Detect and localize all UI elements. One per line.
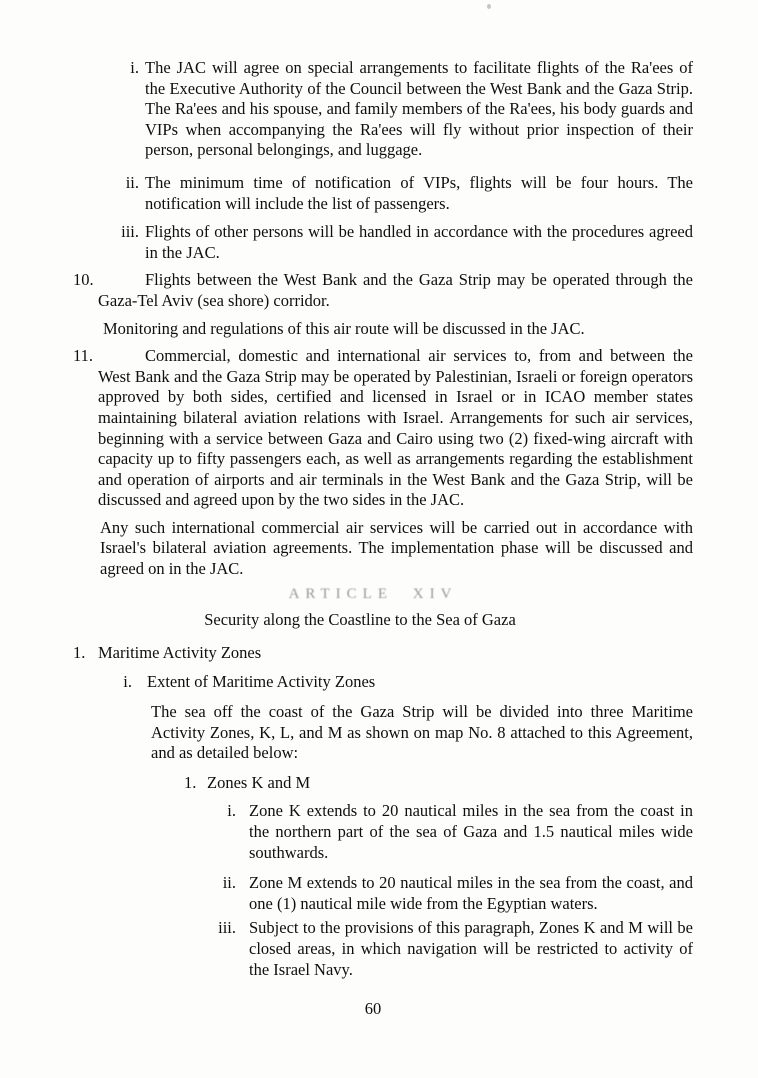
maritime-intro-paragraph: The sea off the coast of the Gaza Strip will be divided into three Maritime Activity Zones, K, L, and M as shown on map No. 8 attached to this Agreement, and as detailed below: [151, 702, 693, 763]
list-item-vip-flights [130, 58, 693, 161]
item-marker: ii. [125, 172, 139, 192]
clause-11-number: 11. [73, 346, 94, 366]
list-item-text: The minimum time of notification of VIPs, flights will be four hours. The notification will include the list of passengers. [145, 172, 693, 213]
heading-number: 1. [184, 772, 197, 792]
extent-heading [123, 672, 758, 693]
heading-text: Zones K and M [207, 772, 311, 792]
clause-10-number: 10. [73, 270, 94, 290]
zones-k-m-heading [184, 773, 758, 794]
zone-m-item [222, 873, 693, 914]
clause-10-text: Flights between the West Bank and the Gaza Strip may be operated through the Gaza-Tel Aviv (sea shore) corridor. [98, 270, 693, 310]
clause-11 [73, 346, 693, 511]
item-marker: i. [227, 801, 236, 821]
clause-10 [73, 270, 693, 311]
zone-item-text: Subject to the provisions of this paragraph, Zones K and M will be closed areas, in which navigation will be restricted to activity of the Israel Navy. [249, 918, 693, 979]
article-heading: ARTICLE XIV [288, 585, 458, 602]
section-title: Security along the Coastline to the Sea of Gaza [204, 610, 516, 630]
list-item-text: Flights of other persons will be handled in accordance with the procedures agreed in the JAC. [145, 222, 693, 262]
extent-heading-text: Extent of Maritime Activity Zones [147, 672, 376, 692]
item-marker: ii. [222, 873, 236, 893]
item-marker: iii. [121, 222, 139, 242]
international-services-paragraph: Any such international commercial air services will be carried out in accordance with Israel's bilateral aviation agreements. The implementation phase will be discussed and agreed on in the JAC. [100, 517, 693, 579]
maritime-zones-heading [73, 643, 758, 664]
list-item-text: The JAC will agree on special arrangements to facilitate flights of the Ra'ees of the Executive Authority of the Council between the West Bank and the Gaza Strip. The Ra'ees and his spouse, and family members of the Ra'ees, his body guards and VIPs when accompanying the Ra'ees will fly without prior inspection of their person, personal belongings, and luggage. [145, 58, 693, 160]
item-marker: i. [123, 672, 132, 692]
item-marker: iii. [218, 918, 236, 938]
heading-text: Maritime Activity Zones [98, 642, 262, 662]
zone-item-text: Zone M extends to 20 nautical miles in the sea from the coast, and one (1) nautical mile wide from the Egyptian waters. [249, 873, 693, 913]
zone-k-item [227, 801, 693, 863]
item-marker: i. [130, 58, 139, 77]
monitoring-paragraph: Monitoring and regulations of this air route will be discussed in the JAC. [103, 318, 585, 338]
clause-11-text: Commercial, domestic and international air services to, from and between the West Bank and the Gaza Strip may be operated by Palestinian, Israeli or foreign operators approved by both sides, certified and licensed in Israel or in ICAO member states maintaining bilateral aviation relations with Israel. Arrangements for such air services, beginning with a service between Gaza and Cairo using two (2) fixed-wing aircraft with capacity up to fifty passengers each, as well as arrangements regarding the establishment and operation of airports and air terminals in the West Bank and the Gaza Strip, will be discussed and agreed upon by the two sides in the JAC. [98, 346, 693, 510]
page-number: 60 [364, 999, 382, 1018]
zones-closed-item [218, 918, 693, 980]
zone-item-text: Zone K extends to 20 nautical miles in the sea from the coast in the northern part of the sea of Gaza and 1.5 nautical miles wide southwards. [249, 801, 693, 862]
list-item-notification-time [125, 172, 693, 214]
list-item-other-flights [121, 222, 693, 263]
heading-number: 1. [73, 642, 86, 662]
scan-speck-artifact [487, 4, 491, 9]
